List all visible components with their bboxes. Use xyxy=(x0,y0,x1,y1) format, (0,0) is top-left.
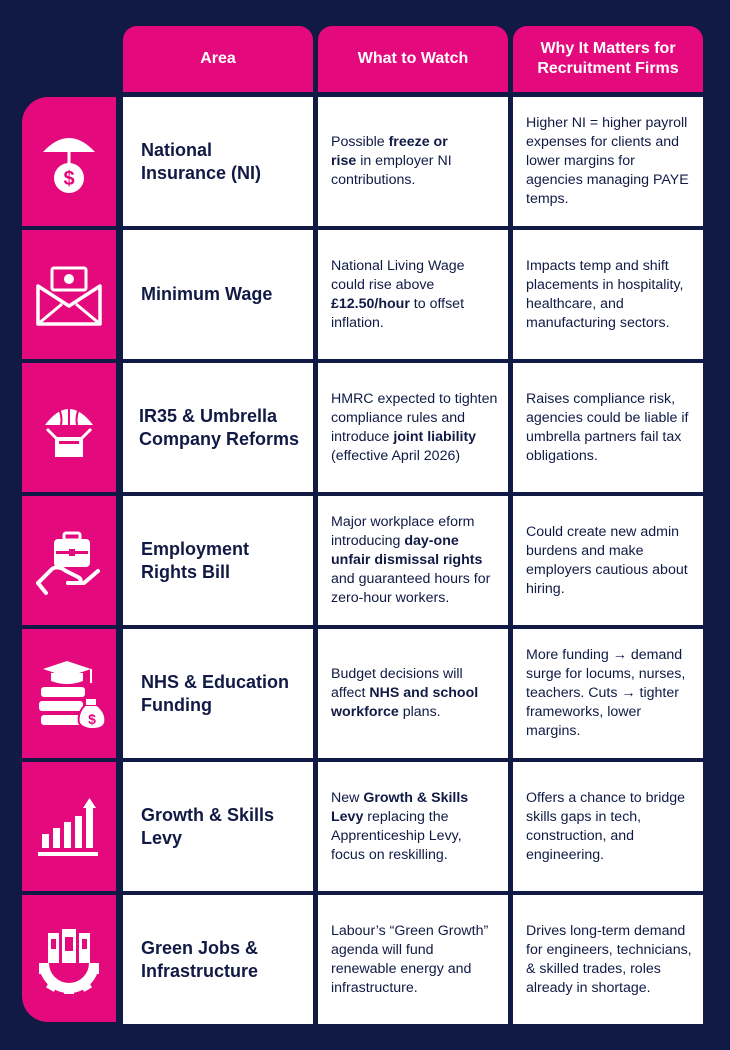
graduation-books-money-icon xyxy=(31,657,107,731)
gear-infrastructure-icon xyxy=(34,925,104,995)
area-cell xyxy=(123,629,313,758)
row-icon-cell xyxy=(22,230,116,359)
watch-text: plans. xyxy=(398,704,441,720)
svg-text:$: $ xyxy=(88,710,96,727)
header-area-label: Area xyxy=(200,50,236,67)
watch-bold: freeze or xyxy=(388,134,448,150)
watch-text: replacing the Apprenticeship Levy, focus on reskilling. xyxy=(331,808,462,863)
watch-text: New xyxy=(331,789,364,806)
matters-text: Drives long-term demand for engineers, technicians, & skilled trades, roles already in shortage. xyxy=(526,922,692,996)
watch-cell xyxy=(318,762,508,891)
watch-text: Possible xyxy=(331,134,389,150)
header-watch-label: What to Watch xyxy=(357,50,469,67)
area-cell xyxy=(123,97,313,226)
header-matters-line1: Why It Matters for xyxy=(540,40,676,57)
watch-cell xyxy=(318,363,508,492)
area-line1: Green Jobs & xyxy=(141,937,259,958)
matters-text: Raises compliance risk, agencies could be liable if umbrella partners fail tax obligations. xyxy=(526,390,689,464)
watch-cell xyxy=(318,496,508,625)
matters-text: Offers a chance to bridge skills gaps in tech, construction, and engineering. xyxy=(526,789,686,863)
area-line1: NHS & Education xyxy=(141,671,290,692)
row-icon-cell xyxy=(22,629,116,758)
matters-cell xyxy=(513,629,703,758)
watch-cell xyxy=(318,230,508,359)
watch-bold: Growth & Skills Levy xyxy=(331,789,469,825)
matters-text: Higher NI = higher payroll expenses for clients and lower margins for agencies managing PAYE temps. xyxy=(526,115,689,207)
umbrella-box-icon xyxy=(37,393,101,463)
area-line1: Minimum Wage xyxy=(141,284,273,304)
area-cell xyxy=(123,363,313,492)
area-cell xyxy=(123,496,313,625)
matters-cell xyxy=(513,97,703,226)
area-line2: Levy xyxy=(141,827,183,848)
matters-cell xyxy=(513,895,703,1024)
matters-text: More funding → demand surge for locums, nurses, teachers. Cuts → tighter frameworks, lower margins. xyxy=(526,647,686,739)
svg-text:$: $ xyxy=(63,167,75,190)
area-cell xyxy=(123,230,313,359)
row-icon-cell xyxy=(22,496,116,625)
umbrella-dollar-icon xyxy=(37,126,101,198)
watch-text: to offset inflation. xyxy=(331,295,465,331)
area-line2: Infrastructure xyxy=(141,960,259,981)
watch-text: and guaranteed hours for zero-hour workers. xyxy=(331,571,491,606)
watch-cell xyxy=(318,97,508,226)
row-icon-cell xyxy=(22,363,116,492)
watch-bold: day-one unfair dismissal rights xyxy=(331,533,483,568)
watch-text: (effective April 2026) xyxy=(331,447,461,464)
header-area xyxy=(123,26,313,92)
watch-bold: £12.50/hour xyxy=(331,295,410,312)
area-line1: National xyxy=(141,139,213,160)
area-line2: Insurance (NI) xyxy=(141,162,262,183)
watch-bold: rise xyxy=(331,153,357,169)
watch-text: Budget decisions will affect xyxy=(331,666,463,701)
area-line2: Funding xyxy=(141,694,212,715)
watch-text: in employer NI contributions. xyxy=(331,153,452,188)
row-icon-cell xyxy=(22,895,116,1024)
area-line1: IR35 & Umbrella xyxy=(139,405,278,426)
area-line1: Growth & Skills xyxy=(141,804,275,825)
row-icon-cell xyxy=(22,97,116,226)
watch-cell xyxy=(318,895,508,1024)
area-line1: Employment xyxy=(141,538,250,559)
header-what-to-watch xyxy=(318,26,508,92)
header-matters-line2: Recruitment Firms xyxy=(537,60,679,77)
matters-text: Impacts temp and shift placements in hospitality, healthcare, and manufacturing sectors. xyxy=(526,257,684,331)
watch-text: HMRC expected to tighten compliance rules and introduce xyxy=(331,390,498,445)
watch-bold: NHS and school xyxy=(369,685,479,701)
watch-cell xyxy=(318,629,508,758)
matters-cell xyxy=(513,762,703,891)
area-cell xyxy=(123,895,313,1024)
matters-cell xyxy=(513,363,703,492)
growth-bar-chart-icon xyxy=(36,794,102,860)
matters-cell xyxy=(513,230,703,359)
matters-cell xyxy=(513,496,703,625)
envelope-cash-icon xyxy=(34,260,104,330)
matters-text: Could create new admin burdens and make employers cautious about hiring. xyxy=(526,523,688,597)
hand-briefcase-icon xyxy=(34,525,104,597)
watch-text: National Living Wage could rise above xyxy=(331,257,465,293)
watch-text: Major workplace eform introducing xyxy=(331,514,475,549)
area-line2: Company Reforms xyxy=(139,428,300,449)
area-line2: Rights Bill xyxy=(141,561,230,582)
area-cell xyxy=(123,762,313,891)
watch-bold: joint liability xyxy=(393,428,477,445)
header-why-it-matters xyxy=(513,26,703,92)
watch-text: Labour’s “Green Growth” agenda will fund renewable energy and infrastructure. xyxy=(331,922,489,996)
watch-bold: workforce xyxy=(331,704,399,720)
row-icon-cell xyxy=(22,762,116,891)
